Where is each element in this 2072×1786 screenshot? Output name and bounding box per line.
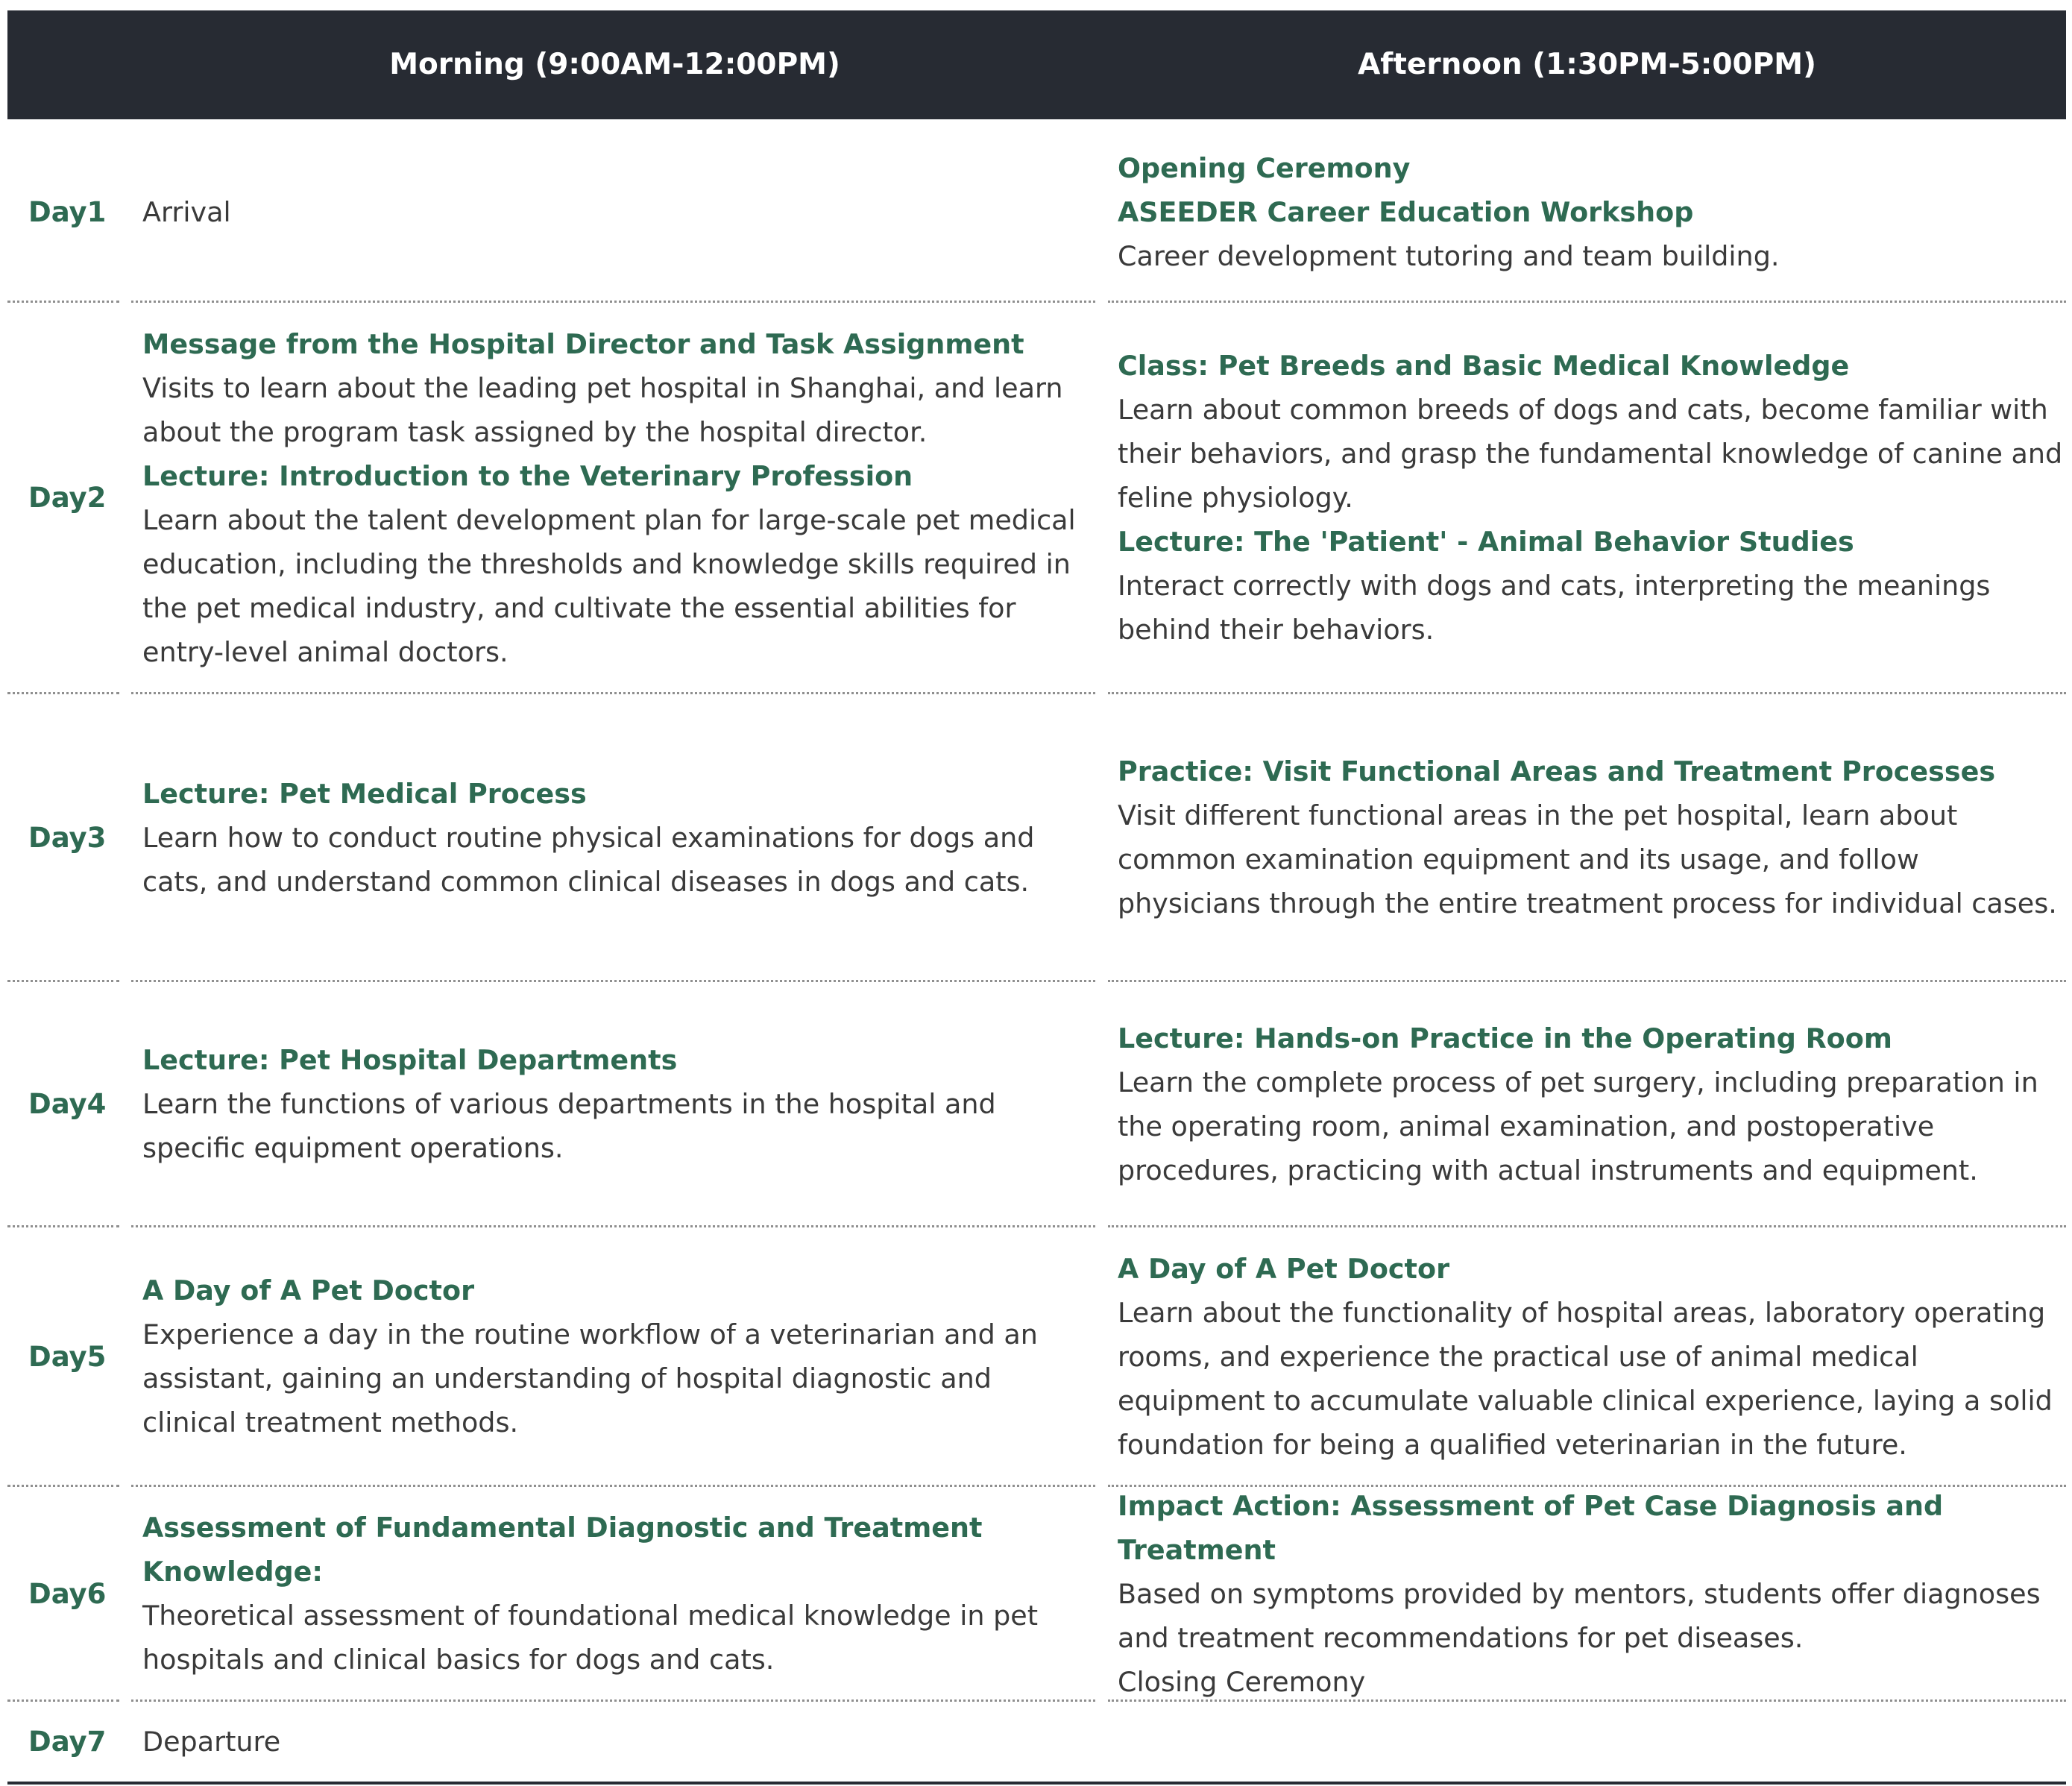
header-morning: Morning (9:00AM-12:00PM) (389, 48, 840, 81)
day-label: Day1 (28, 195, 107, 228)
session-description: Experience a day in the routine workflow of a veterinarian and an assistant, gaining an understanding of hospital diagnostic and clinical treatment methods. (142, 1318, 1038, 1438)
afternoon-cell (1118, 302, 2065, 694)
day-label: Day5 (28, 1340, 107, 1373)
day-label: Day4 (28, 1088, 107, 1120)
session-description: Interact correctly with dogs and cats, interpreting the meanings behind their behaviors. (1118, 570, 1991, 646)
morning-cell (142, 1701, 1086, 1782)
table-row (0, 981, 2072, 1227)
session-title: Lecture: Hands-on Practice in the Operating Room (1118, 1022, 1892, 1054)
morning-cell (142, 1486, 1086, 1701)
session-description: Learn about the talent development plan for large-scale pet medical education, including the thresholds and knowledge skills required in the pet medical industry, and cultivate the essential abilities for entry-level animal doctors. (142, 503, 1076, 668)
day-label: Day6 (28, 1577, 107, 1610)
session-title: Practice: Visit Functional Areas and Treatment Processes (1118, 755, 1996, 787)
day-label: Day3 (28, 821, 107, 854)
session-title: A Day of A Pet Doctor (1118, 1252, 1450, 1285)
session-description: Closing Ceremony (1118, 1665, 1366, 1698)
morning-cell (142, 302, 1086, 694)
session-title: Assessment of Fundamental Diagnostic and Treatment Knowledge: (142, 1512, 983, 1588)
session-description: Learn how to conduct routine physical examinations for dogs and cats, and understand common clinical diseases in dogs and cats. (142, 821, 1035, 898)
header-afternoon: Afternoon (1:30PM-5:00PM) (1358, 48, 1816, 81)
session-description: Learn about the functionality of hospital areas, laboratory operating rooms, and experience the practical use of animal medical equipment to accumulate valuable clinical experience, laying a solid foundation for being a qualified veterinarian in the future. (1118, 1296, 2053, 1461)
session-title: Lecture: Introduction to the Veterinary Profession (142, 459, 913, 492)
session-description: Based on symptoms provided by mentors, students offer diagnoses and treatment recommendations for pet diseases. (1118, 1577, 2041, 1654)
afternoon-cell (1118, 1486, 2065, 1701)
table-bottom-border (7, 1782, 2066, 1785)
session-title: Impact Action: Assessment of Pet Case Diagnosis and Treatment (1118, 1489, 1944, 1566)
afternoon-cell (1118, 1227, 2065, 1486)
session-description: Learn the functions of various departments in the hospital and specific equipment operations. (142, 1088, 996, 1164)
table-row (0, 122, 2072, 302)
session-description: Visit different functional areas in the pet hospital, learn about common examination equipment and its usage, and follow physicians through the entire treatment process for individual cases. (1118, 799, 2057, 919)
session-title: Lecture: The 'Patient' - Animal Behavior Studies (1118, 526, 1854, 558)
session-title: ASEEDER Career Education Workshop (1118, 195, 1694, 228)
session-description: Learn about common breeds of dogs and cats, become familiar with their behaviors, and grasp the fundamental knowledge of canine and feline physiology. (1118, 394, 2063, 514)
session-description: Learn the complete process of pet surgery, including preparation in the operating room, animal examination, and postoperative procedures, practicing with actual instruments and equipment. (1118, 1066, 2038, 1186)
afternoon-cell (1118, 122, 2065, 302)
morning-cell (142, 981, 1086, 1227)
session-title: Opening Ceremony (1118, 151, 1411, 184)
afternoon-cell (1118, 1701, 2065, 1782)
morning-cell (142, 694, 1086, 981)
session-title: Lecture: Pet Hospital Departments (142, 1044, 678, 1076)
afternoon-cell (1118, 981, 2065, 1227)
table-row (0, 694, 2072, 981)
morning-cell (142, 122, 1086, 302)
table-header (7, 10, 2066, 119)
table-row (0, 302, 2072, 694)
table-row (0, 1227, 2072, 1486)
afternoon-cell (1118, 694, 2065, 981)
session-title: Class: Pet Breeds and Basic Medical Knowledge (1118, 350, 1850, 382)
session-title: Message from the Hospital Director and Task Assignment (142, 327, 1024, 360)
table-row (0, 1701, 2072, 1782)
day-label: Day7 (28, 1725, 107, 1758)
session-description: Visits to learn about the leading pet hospital in Shanghai, and learn about the program task assigned by the hospital director. (142, 371, 1063, 448)
day-label: Day2 (28, 482, 107, 514)
session-description: Departure (142, 1725, 281, 1758)
session-description: Career development tutoring and team building. (1118, 239, 1780, 272)
table-row (0, 1486, 2072, 1701)
session-description: Arrival (142, 195, 231, 228)
session-title: Lecture: Pet Medical Process (142, 777, 587, 810)
session-title: A Day of A Pet Doctor (142, 1274, 475, 1307)
morning-cell (142, 1227, 1086, 1486)
session-description: Theoretical assessment of foundational medical knowledge in pet hospitals and clinical basics for dogs and cats. (142, 1600, 1039, 1676)
